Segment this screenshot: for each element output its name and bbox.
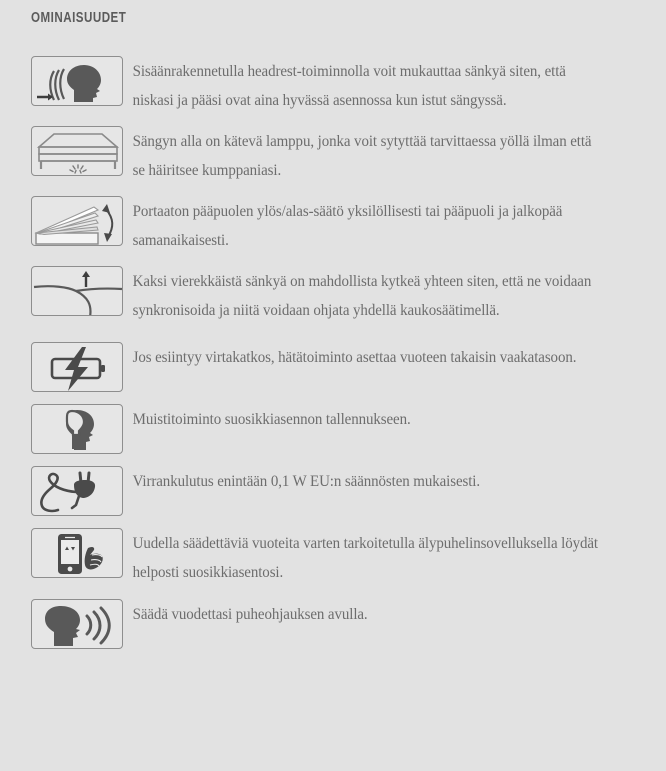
feature-description: Säädä vuodettasi puheohjauksen avulla. — [132, 606, 368, 623]
feature-description: Portaaton pääpuolen ylös/alas-säätö yksilöllisesti tai pääpuoli ja jalkopää samanaikaisesti. — [132, 203, 563, 249]
feature-item — [0, 466, 666, 516]
bed-underlight-lamp-icon — [31, 126, 123, 176]
smartphone-hand-app-icon — [31, 528, 123, 578]
feature-description: Kaksi vierekkäistä sänkyä on mahdollista kytkeä yhteen siten, että ne voidaan synkronisoida ja niitä voidaan ohjata yhdellä kaukosäätimellä. — [132, 273, 592, 319]
feature-item — [0, 56, 666, 115]
feature-description: Sängyn alla on kätevä lamppu, jonka voit sytyttää tarvittaessa yöllä ilman että se häiritsee kumppaniasi. — [132, 133, 592, 179]
headrest-head-waves-arrow-icon — [31, 56, 123, 106]
feature-description: Muistitoiminto suosikkiasennon tallennukseen. — [132, 411, 411, 428]
power-plug-cable-icon — [31, 466, 123, 516]
battery-lightning-bolt-icon — [31, 342, 123, 392]
feature-item — [0, 196, 666, 255]
feature-item — [0, 404, 666, 454]
two-beds-sync-arrow-icon — [31, 266, 123, 316]
headrest-tilt-updown-arrow-icon — [31, 196, 123, 246]
feature-item — [0, 599, 666, 649]
feature-description: Uudella säädettäviä vuoteita varten tarkoitetulla älypuhelinsovelluksella löydät helposti suosikkiasentosi. — [132, 535, 598, 581]
page-title: OMINAISUUDET — [31, 10, 127, 26]
head-lightbulb-memory-icon — [31, 404, 123, 454]
feature-item — [0, 528, 666, 587]
feature-description: Sisäänrakennetulla headrest-toiminnolla voit mukauttaa sänkyä siten, että niskasi ja pääsi ovat aina hyvässä asennossa kun istut sängyssä. — [132, 63, 566, 109]
features-list — [0, 56, 666, 649]
feature-description: Virrankulutus enintään 0,1 W EU:n säännösten mukaisesti. — [132, 473, 480, 490]
feature-item — [0, 126, 666, 185]
feature-description: Jos esiintyy virtakatkos, hätätoiminto asettaa vuoteen takaisin vaakatasoon. — [132, 349, 577, 366]
feature-item — [0, 266, 666, 325]
feature-item — [0, 342, 666, 392]
head-voice-waves-icon — [31, 599, 123, 649]
